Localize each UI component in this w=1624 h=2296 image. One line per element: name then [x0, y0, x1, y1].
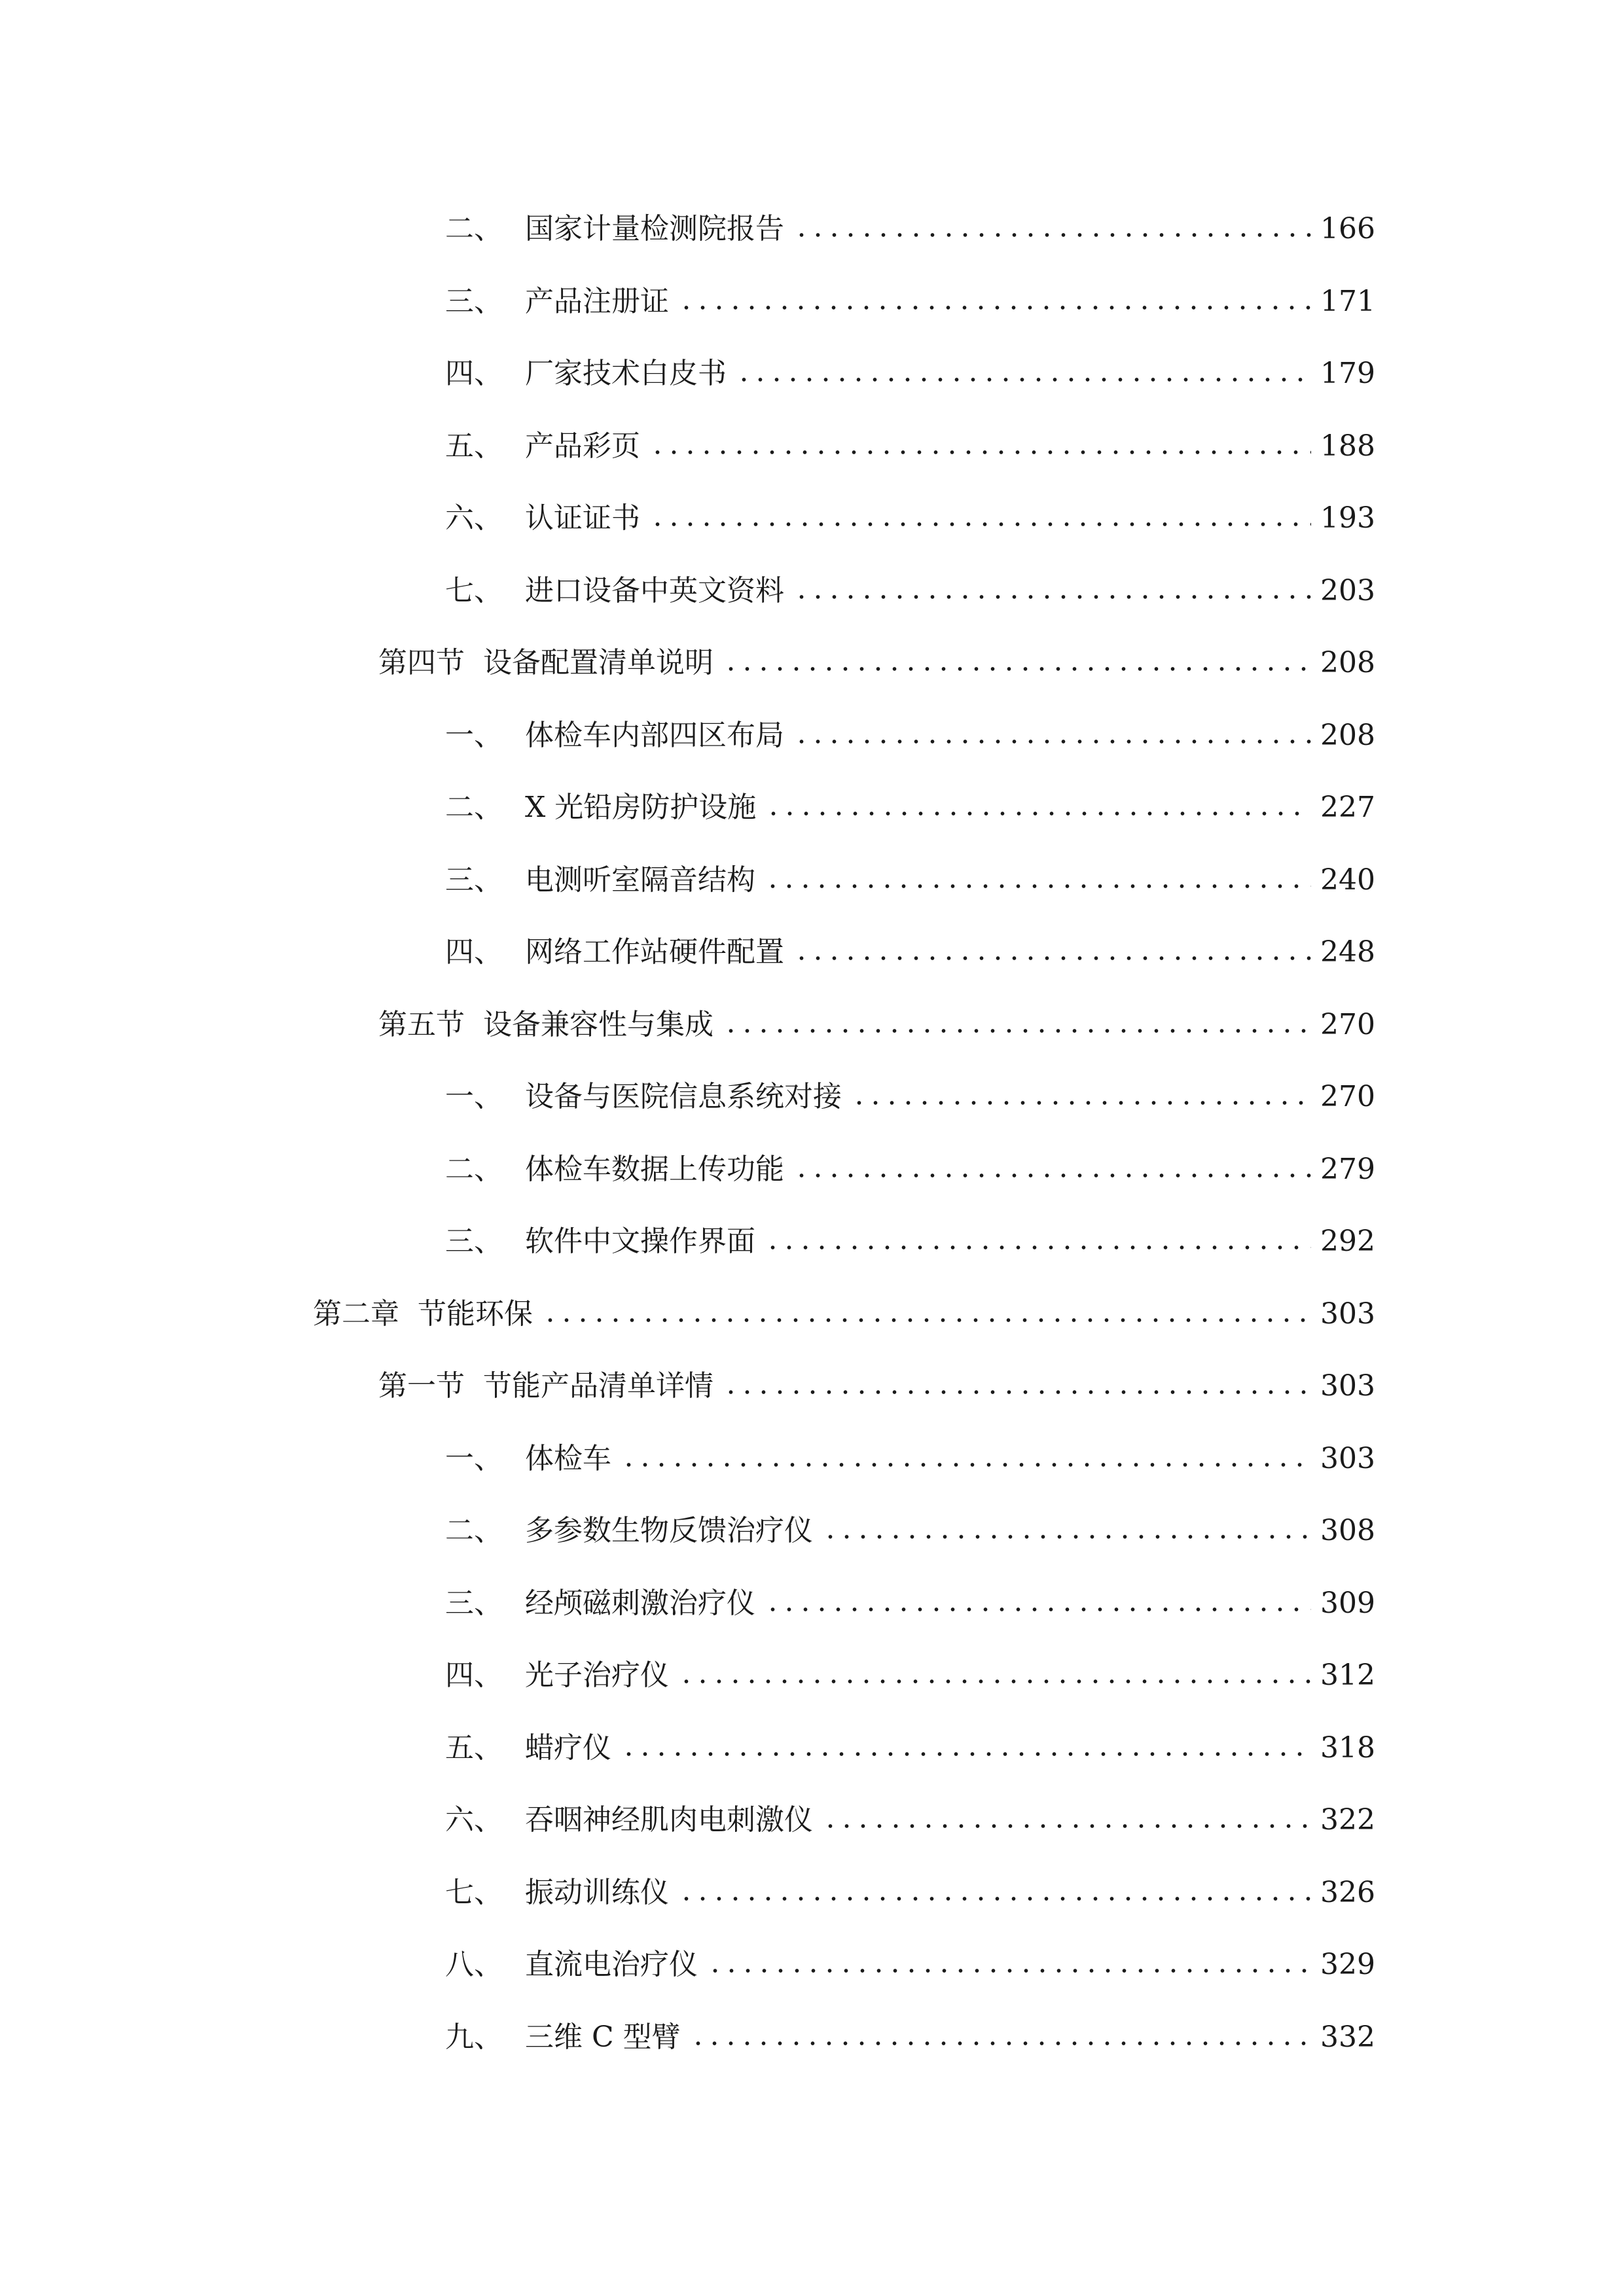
dot-leader	[793, 592, 1311, 601]
dot-leader	[621, 1460, 1311, 1469]
toc-entry-title: 认证证书	[525, 501, 640, 535]
toc-entry-title: 软件中文操作界面	[525, 1225, 755, 1258]
toc-entry-title: 体检车	[525, 1442, 611, 1475]
toc-entry[interactable]	[445, 1873, 1375, 1912]
dot-leader	[678, 1677, 1311, 1686]
toc-entry[interactable]	[378, 1367, 1375, 1406]
toc-entry-page-number: 318	[1320, 1731, 1375, 1765]
dot-leader	[822, 1821, 1311, 1831]
toc-entry-page-number: 179	[1320, 357, 1375, 390]
toc-entry-page-number: 308	[1320, 1514, 1375, 1547]
toc-entry[interactable]	[445, 1945, 1375, 1984]
toc-entry[interactable]	[445, 1729, 1375, 1768]
dot-leader	[649, 520, 1311, 529]
toc-entry-title: 吞咽神经肌肉电刺激仪	[525, 1803, 813, 1837]
toc-entry-page-number: 240	[1320, 863, 1375, 897]
dot-leader	[690, 2039, 1311, 2048]
toc-entry[interactable]	[445, 427, 1375, 466]
toc-entry[interactable]	[445, 2018, 1375, 2057]
toc-entry[interactable]	[445, 1656, 1375, 1695]
toc-entry[interactable]	[445, 1801, 1375, 1840]
toc-entry-number: 二、	[445, 1514, 503, 1547]
toc-entry-page-number: 188	[1320, 429, 1375, 463]
toc-entry-page-number: 309	[1320, 1587, 1375, 1620]
toc-entry[interactable]	[445, 282, 1375, 321]
toc-entry-page-number: 227	[1320, 791, 1375, 824]
toc-entry-number: 八、	[445, 1948, 503, 1981]
dot-leader	[678, 1894, 1311, 1903]
toc-entry-number: 第二章	[313, 1297, 399, 1331]
toc-entry-number: 第一节	[378, 1369, 465, 1403]
toc-entry-number: 一、	[445, 1442, 503, 1475]
toc-entry-number: 五、	[445, 1731, 503, 1765]
dot-leader	[793, 230, 1311, 240]
toc-entry-page-number: 193	[1320, 501, 1375, 535]
toc-entry-title: X 光铅房防护设施	[525, 791, 757, 824]
toc-entry-number: 二、	[445, 1153, 503, 1186]
toc-entry-title: 三维 C 型臂	[525, 2020, 681, 2054]
toc-entry[interactable]	[445, 571, 1375, 611]
toc-entry[interactable]	[445, 354, 1375, 393]
toc-entry-number: 四、	[445, 357, 503, 390]
toc-entry-page-number: 326	[1320, 1876, 1375, 1909]
toc-entry[interactable]	[445, 1077, 1375, 1117]
toc-entry[interactable]	[445, 1150, 1375, 1189]
toc-entry-page-number: 166	[1320, 212, 1375, 245]
toc-entry-page-number: 303	[1320, 1297, 1375, 1331]
toc-entry-page-number: 329	[1320, 1948, 1375, 1981]
toc-entry-title: 光子治疗仪	[525, 1659, 669, 1692]
toc-entry-title: 网络工作站硬件配置	[525, 935, 784, 969]
dot-leader	[736, 375, 1311, 384]
toc-entry-title: 设备配置清单说明	[483, 646, 713, 679]
toc-entry-number: 四、	[445, 935, 503, 969]
toc-entry[interactable]	[445, 1222, 1375, 1261]
toc-entry-number: 一、	[445, 1080, 503, 1113]
dot-leader	[793, 1171, 1311, 1180]
dot-leader	[765, 809, 1311, 818]
toc-entry[interactable]	[445, 499, 1375, 538]
toc-entry-number: 三、	[445, 1225, 503, 1258]
toc-entry-number: 二、	[445, 791, 503, 824]
toc-entry-page-number: 248	[1320, 935, 1375, 969]
toc-entry-title: 经颅磁刺激治疗仪	[525, 1587, 755, 1620]
toc-entry-number: 三、	[445, 863, 503, 897]
dot-leader	[822, 1532, 1311, 1541]
toc-entry-number: 三、	[445, 1587, 503, 1620]
toc-entry-title: 电测听室隔音结构	[525, 863, 755, 897]
dot-leader	[542, 1316, 1311, 1325]
dot-leader	[793, 954, 1311, 963]
toc-entry-title: 蜡疗仪	[525, 1731, 611, 1765]
toc-entry-page-number: 208	[1320, 646, 1375, 679]
toc-entry-page-number: 303	[1320, 1442, 1375, 1475]
dot-leader	[793, 737, 1311, 746]
toc-entry-title: 体检车数据上传功能	[525, 1153, 784, 1186]
toc-entry-page-number: 332	[1320, 2020, 1375, 2054]
dot-leader	[765, 1605, 1311, 1614]
toc-entry[interactable]	[378, 643, 1375, 683]
toc-entry-page-number: 292	[1320, 1225, 1375, 1258]
toc-entry-number: 七、	[445, 1876, 503, 1909]
toc-entry-page-number: 303	[1320, 1369, 1375, 1403]
toc-entry-title: 设备与医院信息系统对接	[525, 1080, 842, 1113]
toc-entry-title: 振动训练仪	[525, 1876, 669, 1909]
toc-entry-number: 六、	[445, 501, 503, 535]
toc-entry-number: 第四节	[378, 646, 465, 679]
dot-leader	[621, 1749, 1311, 1759]
toc-entry-title: 产品彩页	[525, 429, 640, 463]
toc-entry-title: 进口设备中英文资料	[525, 574, 784, 607]
toc-entry-page-number: 312	[1320, 1659, 1375, 1692]
dot-leader	[765, 1243, 1311, 1252]
toc-entry[interactable]	[445, 861, 1375, 900]
toc-entry-title: 体检车内部四区布局	[525, 719, 784, 752]
toc-entry-number: 九、	[445, 2020, 503, 2054]
toc-entry-page-number: 322	[1320, 1803, 1375, 1837]
toc-entry[interactable]	[445, 716, 1375, 755]
toc-entry-page-number: 270	[1320, 1008, 1375, 1041]
toc-entry-title: 直流电治疗仪	[525, 1948, 698, 1981]
dot-leader	[765, 882, 1311, 891]
dot-leader	[649, 448, 1311, 457]
toc-entry-title: 设备兼容性与集成	[483, 1008, 713, 1041]
toc-entry-number: 四、	[445, 1659, 503, 1692]
toc-entry-page-number: 171	[1320, 285, 1375, 318]
toc-entry-number: 二、	[445, 212, 503, 245]
toc-entry[interactable]	[378, 1005, 1375, 1045]
toc-entry[interactable]	[445, 1439, 1375, 1479]
toc-entry-page-number: 279	[1320, 1153, 1375, 1186]
toc-entry[interactable]	[445, 209, 1375, 249]
toc-entry[interactable]	[445, 788, 1375, 827]
toc-entry-page-number: 270	[1320, 1080, 1375, 1113]
toc-entry[interactable]	[445, 1584, 1375, 1623]
dot-leader	[723, 1026, 1311, 1035]
dot-leader	[723, 664, 1311, 673]
toc-entry-number: 六、	[445, 1803, 503, 1837]
toc-entry[interactable]	[445, 933, 1375, 972]
toc-entry-number: 第五节	[378, 1008, 465, 1041]
toc-entry-title: 产品注册证	[525, 285, 669, 318]
toc-entry[interactable]	[445, 1511, 1375, 1551]
dot-leader	[707, 1966, 1311, 1975]
dot-leader	[723, 1388, 1311, 1397]
toc-entry-title: 厂家技术白皮书	[525, 357, 727, 390]
toc-entry-page-number: 203	[1320, 574, 1375, 607]
toc-entry-number: 一、	[445, 719, 503, 752]
dot-leader	[851, 1098, 1311, 1107]
toc-entry-title: 多参数生物反馈治疗仪	[525, 1514, 813, 1547]
toc-entry-title: 节能产品清单详情	[483, 1369, 713, 1403]
toc-entry[interactable]	[313, 1295, 1375, 1334]
toc-entry-number: 七、	[445, 574, 503, 607]
toc-entry-number: 三、	[445, 285, 503, 318]
toc-entry-page-number: 208	[1320, 719, 1375, 752]
dot-leader	[678, 303, 1311, 312]
toc-entry-title: 国家计量检测院报告	[525, 212, 784, 245]
toc-entry-title: 节能环保	[418, 1297, 533, 1331]
toc-entry-number: 五、	[445, 429, 503, 463]
